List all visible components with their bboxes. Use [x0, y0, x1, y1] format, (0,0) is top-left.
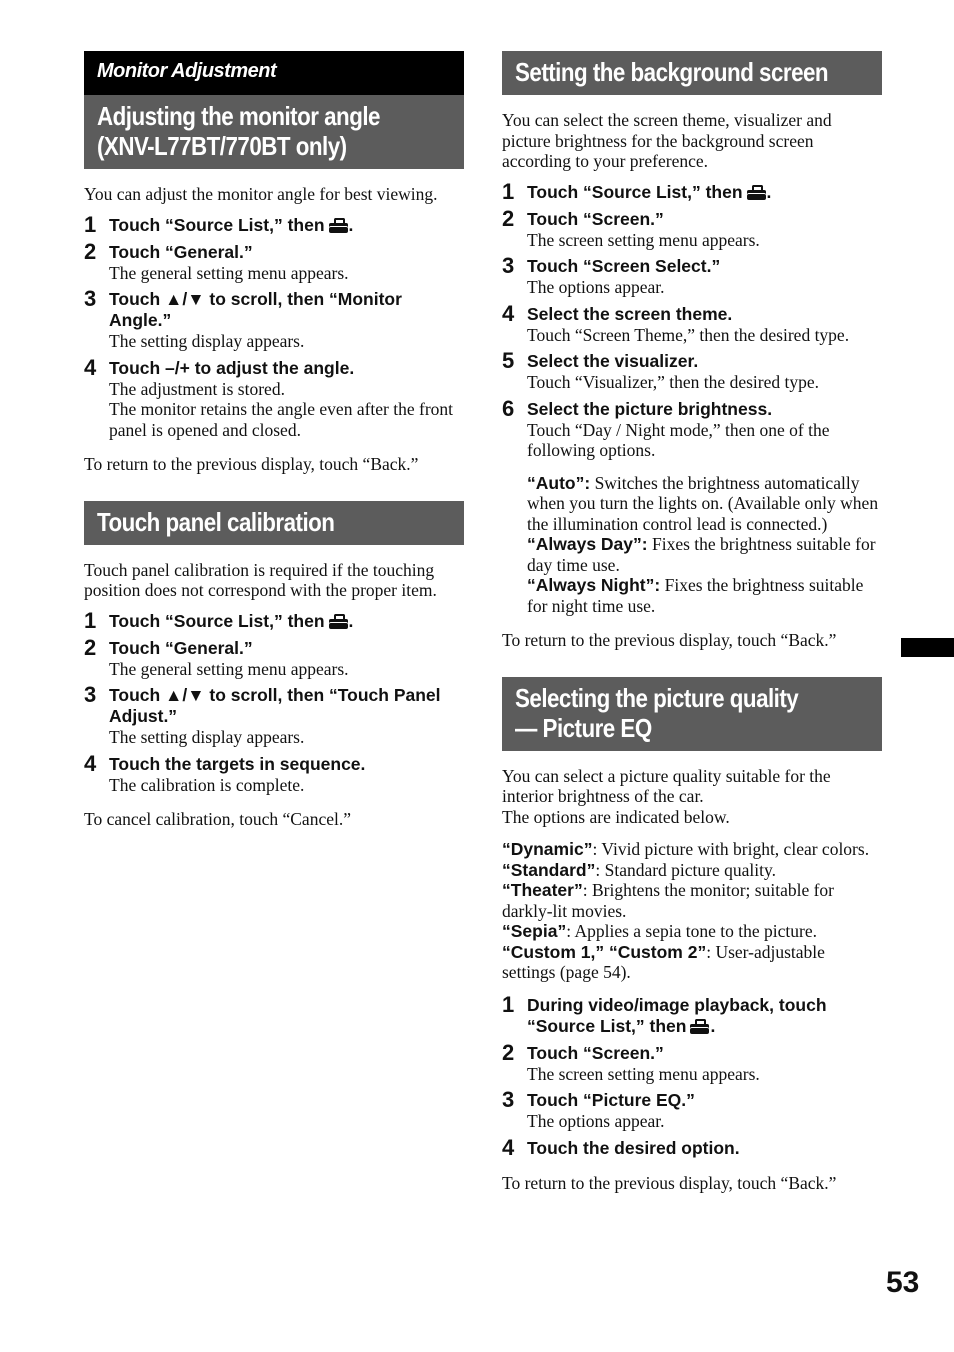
option-sepia: “Sepia”: Applies a sepia tone to the picture. [502, 921, 817, 941]
step-item [84, 238, 464, 284]
step-title: Touch “Screen.” [527, 1042, 664, 1063]
toolbox-icon [689, 1019, 710, 1034]
heading-line: — Picture EQ [515, 712, 652, 743]
left-column [84, 51, 464, 830]
step-item [502, 253, 882, 298]
step-list [502, 991, 882, 1160]
step-title: Touch “Screen.” [527, 208, 664, 229]
heading-line: (XNV-L77BT/770BT only) [97, 131, 347, 161]
step-description: The adjustment is stored. [109, 378, 285, 399]
step-description: The general setting menu appears. [109, 658, 349, 679]
step-list [84, 211, 464, 441]
step-number: 1 [84, 211, 97, 237]
toolbox-icon [328, 614, 349, 629]
step-number: 3 [84, 682, 97, 707]
step-item [502, 1087, 882, 1132]
step-item [502, 395, 882, 617]
step-number: 2 [502, 1039, 515, 1065]
step-number: 3 [84, 286, 97, 311]
heading-line: Selecting the picture quality [515, 682, 799, 713]
option-theater: “Theater”: Brightens the monitor; suitable for darkly-lit movies. [502, 880, 834, 921]
step-title: Touch “General.” [109, 241, 253, 262]
section-intro: You can select a picture quality suitable for the interior brightness of the car. [502, 765, 831, 806]
toolbox-icon [746, 185, 767, 200]
section-note: To return to the previous display, touch “Back.” [502, 630, 837, 650]
step-description: The setting display appears. [109, 727, 305, 747]
step-number: 1 [84, 607, 97, 633]
step-title: During video/image playback, touch “Source List,” then . [527, 994, 827, 1036]
step-description: The setting display appears. [109, 331, 305, 351]
section-note: To return to the previous display, touch “Back.” [84, 454, 419, 474]
heading-line: Touch panel calibration [97, 506, 335, 537]
step-list [502, 178, 882, 617]
heading-line: Adjusting the monitor angle [97, 101, 380, 131]
step-item [84, 750, 464, 796]
section-intro: Touch panel calibration is required if the touching position does not correspond with the proper item. [84, 559, 437, 600]
section-heading-picture-eq [502, 677, 882, 751]
section-intro: You can adjust the monitor angle for best viewing. [84, 184, 438, 204]
step-number: 3 [502, 253, 515, 278]
option-always-night: “Always Night”: Fixes the brightness suitable for night time use. [527, 575, 864, 616]
step-item [84, 354, 464, 441]
step-description: The general setting menu appears. [109, 262, 349, 283]
step-item [502, 300, 882, 346]
section-intro: You can select the screen theme, visualizer and picture brightness for the background screen according to your preference. [502, 110, 832, 171]
category-header: Monitor Adjustment [84, 51, 464, 95]
step-item [502, 348, 882, 393]
step-description: The calibration is complete. [109, 774, 305, 795]
toolbox-icon [328, 218, 349, 233]
step-title: Select the screen theme. [527, 303, 733, 324]
step-title: Select the picture brightness. [527, 398, 773, 419]
step-title: Touch “General.” [109, 637, 253, 658]
step-description: The screen setting menu appears. [527, 1063, 760, 1084]
step-title: Touch “Source List,” then . [109, 610, 354, 631]
step-item [502, 205, 882, 251]
step-title: Touch “Picture EQ.” [527, 1090, 695, 1110]
section-heading-touch-panel [84, 501, 464, 545]
side-index-tab [901, 638, 954, 657]
step-title: Select the visualizer. [527, 351, 699, 371]
step-title: Touch “Source List,” then . [109, 214, 354, 235]
step-item [84, 607, 464, 633]
section-intro: The options are indicated below. [502, 806, 730, 827]
step-title: Touch –/+ to adjust the angle. [109, 357, 355, 378]
step-item [84, 286, 464, 352]
option-auto: “Auto”: Switches the brightness automatically when you turn the lights on. (Available only when the illumination control lead is connected.) [527, 472, 879, 534]
section-note: To cancel calibration, touch “Cancel.” [84, 809, 351, 829]
step-number: 2 [502, 205, 515, 231]
page-number: 53 [886, 1266, 920, 1299]
step-number: 2 [84, 238, 97, 264]
section-note: To return to the previous display, touch “Back.” [502, 1172, 837, 1193]
step-number: 1 [502, 178, 515, 204]
step-description: The options appear. [527, 1111, 665, 1131]
step-item [502, 1039, 882, 1085]
option-standard: “Standard”: Standard picture quality. [502, 859, 776, 880]
step-description: The options appear. [527, 277, 665, 297]
step-item [502, 178, 882, 204]
right-column [502, 51, 882, 1193]
picture-eq-options [502, 839, 882, 983]
step-number: 4 [84, 354, 97, 380]
step-number: 5 [502, 348, 515, 373]
step-number: 4 [502, 300, 515, 326]
section-heading-background-screen [502, 51, 882, 95]
step-title: Touch the desired option. [527, 1137, 740, 1158]
step-description: Touch “Screen Theme,” then the desired type. [527, 324, 850, 345]
step-number: 4 [502, 1134, 515, 1160]
step-item [502, 991, 882, 1037]
step-item [84, 682, 464, 748]
step-title: Touch ▲/▼ to scroll, then “Touch Panel Adjust.” [109, 685, 441, 726]
step-description: The monitor retains the angle even after the front panel is opened and closed. [109, 399, 454, 440]
step-number: 2 [84, 634, 97, 660]
step-title: Touch ▲/▼ to scroll, then “Monitor Angle.” [109, 289, 402, 330]
step-item [502, 1134, 882, 1160]
section-heading-monitor-angle [84, 95, 464, 169]
step-number: 6 [502, 395, 515, 421]
step-number: 1 [502, 991, 515, 1017]
step-item [84, 634, 464, 680]
step-title: Touch “Source List,” then . [527, 181, 772, 202]
step-title: Touch the targets in sequence. [109, 753, 366, 774]
brightness-options [527, 473, 882, 617]
step-number: 3 [502, 1087, 515, 1112]
heading-line: Setting the background screen [515, 57, 829, 87]
step-number: 4 [84, 750, 97, 776]
step-description: The screen setting menu appears. [527, 229, 760, 250]
step-description: Touch “Visualizer,” then the desired type. [527, 372, 819, 392]
step-item [84, 211, 464, 237]
option-dynamic: “Dynamic”: Vivid picture with bright, clear colors. [502, 839, 870, 859]
step-description: Touch “Day / Night mode,” then one of the following options. [527, 419, 830, 460]
option-always-day: “Always Day”: Fixes the brightness suitable for day time use. [527, 534, 876, 575]
step-list [84, 607, 464, 796]
step-title: Touch “Screen Select.” [527, 256, 721, 276]
option-custom: “Custom 1,” “Custom 2”: User-adjustable settings (page 54). [502, 941, 825, 982]
